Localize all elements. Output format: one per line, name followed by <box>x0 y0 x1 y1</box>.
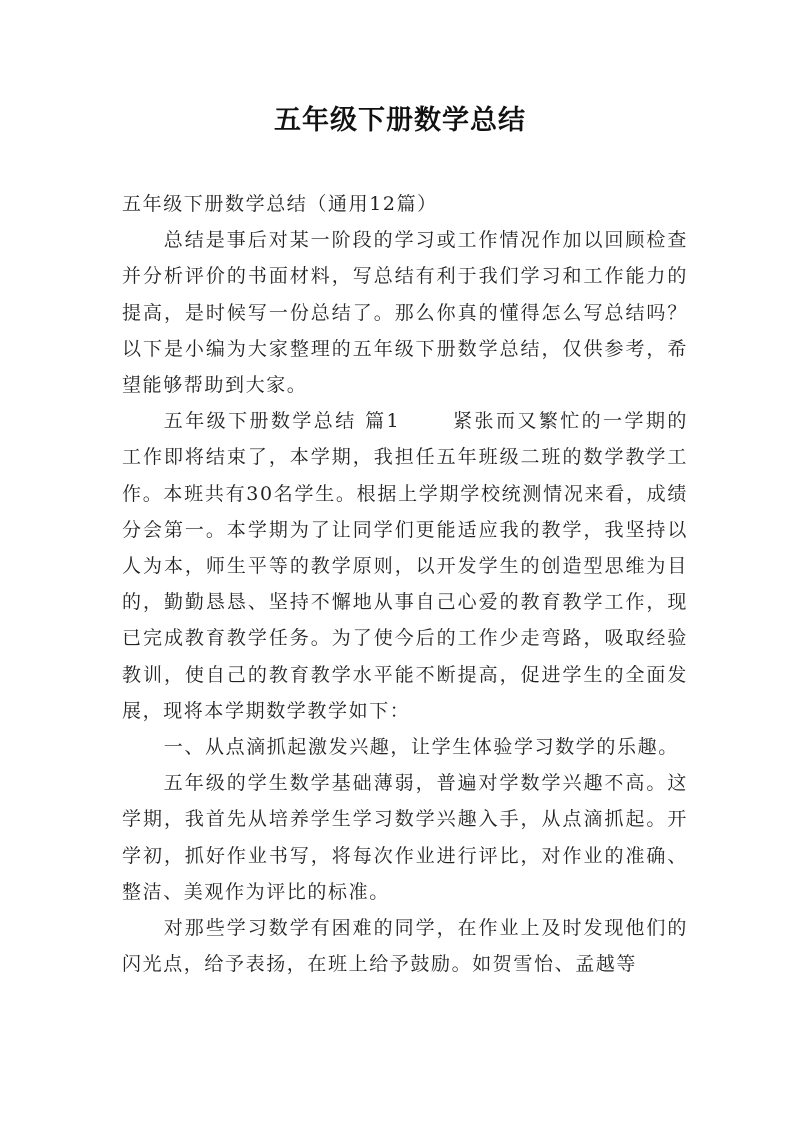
paragraph-two: 五年级的学生数学基础薄弱，普遍对学数学兴趣不高。这学期，我首先从培养学生学习数学兴趣入手，从点滴抓起。开学初，抓好作业书写，将每次作业进行评比，对作业的准确、整洁、美观作为评比的标准。 <box>122 772 688 903</box>
paragraph-three: 对那些学习数学有困难的同学，在作业上及时发现他们的闪光点，给予表扬，在班上给予鼓励。如贺雪怡、孟越等 <box>122 917 688 976</box>
section-heading: 五年级下册数学总结 篇1 <box>163 410 401 433</box>
section-opening-text: 紧张而又繁忙的一学期的工作即将结束了，本学期，我担任五年班级二班的数学教学工作。本班共有30名学生。根据上学期学校统测情况来看，成绩分会第一。本学期为了让同学们更能适应我的教学，我坚持以人为本，师生平等的教学原则，以开发学生的创造型思维为目的，勤勤恳恳、坚持不懈地从事自己心爱的教育教学工作，现已完成教育教学任务。为了使今后的工作少走弯路，吸取经验教训，使自己的教育教学水平能不断提高，促进学生的全面发展，现将本学期数学教学如下： <box>122 410 688 722</box>
intro-paragraph: 总结是事后对某一阶段的学习或工作情况作加以回顾检查并分析评价的书面材料，写总结有利于我们学习和工作能力的提高，是时候写一份总结了。那么你真的懂得怎么写总结吗？以下是小编为大家整理的五年级下册数学总结，仅供参考，希望能够帮助到大家。 <box>122 229 688 397</box>
document-subtitle: 五年级下册数学总结（通用12篇） <box>122 193 438 215</box>
document-title: 五年级下册数学总结 <box>274 105 526 136</box>
section-paragraph <box>122 403 688 729</box>
document-body <box>122 186 688 982</box>
point-one-heading: 一、从点滴抓起激发兴趣，让学生体验学习数学的乐趣。 <box>163 736 679 759</box>
